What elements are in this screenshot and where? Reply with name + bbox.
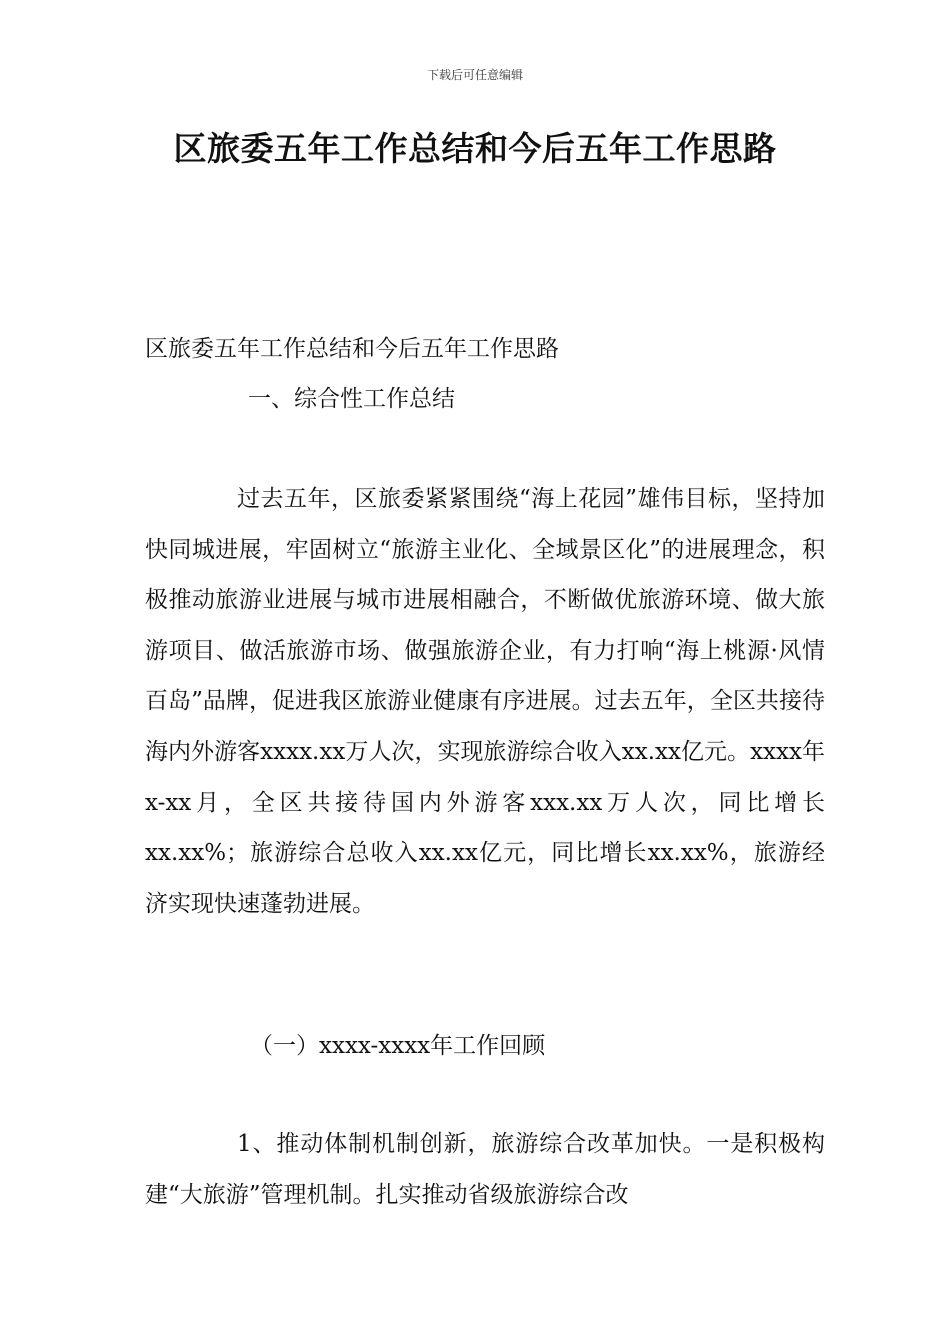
subsection-heading-1: （一）xxxx-xxxx年工作回顾 <box>250 1033 546 1059</box>
paragraph-2 <box>145 1119 825 1229</box>
paragraph-1-text: 过去五年，区旅委紧紧围绕“海上花园”雄伟目标，坚持加快同城进展，牢固树立“旅游主业化、全域景区化”的进展理念，积极推动旅游业进展与城市进展相融合，不断做优旅游环境、做大旅游项目、做活旅游市场、做强旅游企业，有力打响“海上桃源·风情百岛”品牌，促进我区旅游业健康有序进展。过去五年，全区共接待海内外游客xxxx.xx万人次，实现旅游综合收入xx.xx亿元。xxxx年x-xx月，全区共接待国内外游客xxx.xx万人次，同比增长xx.xx%；旅游综合总收入xx.xx亿元，同比增长xx.xx%，旅游经济实现快速蓬勃进展。 <box>145 486 825 917</box>
header-note: 下载后可任意编辑 <box>426 68 523 82</box>
paragraph-1 <box>145 474 825 954</box>
paragraph-2-text: 1、推动体制机制创新，旅游综合改革加快。一是积极构建“大旅游”管理机制。扎实推动省级旅游综合改 <box>145 1131 825 1208</box>
section-heading-1: 一、综合性工作总结 <box>248 386 455 412</box>
document-subtitle: 区旅委五年工作总结和今后五年工作思路 <box>145 336 559 362</box>
document-title: 区旅委五年工作总结和今后五年工作思路 <box>173 129 777 168</box>
